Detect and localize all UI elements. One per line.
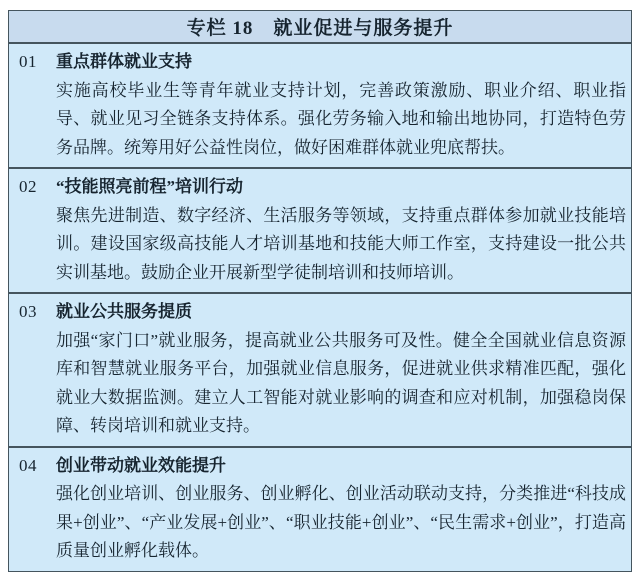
feature-box (8, 10, 632, 572)
section-heading: 重点群体就业支持 (56, 52, 192, 71)
section-paragraph: 加强“家门口”就业服务，提高就业公共服务可及性。健全全国就业信息资源库和智慧就业服务平台，加强就业信息服务，促进就业供求精准匹配，强化就业大数据监测。建立人工智能对就业影响的调查和应对机制，加强稳岗保障、转岗培训和就业支持。 (56, 330, 626, 435)
section-skills-training (9, 169, 631, 294)
section-paragraph: 强化创业培训、创业服务、创业孵化、创业活动联动支持，分类推进“科技成果+创业”、“产业发展+创业”、“职业技能+创业”、“民生需求+创业”，打造高质量创业孵化载体。 (56, 484, 626, 560)
section-heading: 就业公共服务提质 (56, 302, 192, 321)
section-content (56, 173, 626, 287)
section-content (56, 452, 626, 566)
section-key-groups (9, 44, 631, 169)
section-paragraph: 聚焦先进制造、数字经济、生活服务等领域，支持重点群体参加就业技能培训。建设国家级高技能人才培训基地和技能大师工作室，支持建设一批公共实训基地。鼓励企业开展新型学徒制培训和技师培训。 (56, 205, 626, 282)
section-entrepreneurship (9, 448, 631, 571)
section-paragraph: 实施高校毕业生等青年就业支持计划，完善政策激励、职业介绍、职业指导、就业见习全链条支持体系。强化劳务输入地和输出地协同，打造特色劳务品牌。统筹用好公益性岗位，做好困难群体就业兜底帮扶。 (56, 80, 626, 157)
feature-box-title: 专栏 18 就业促进与服务提升 (9, 11, 631, 44)
section-content (56, 48, 626, 162)
section-heading: 创业带动就业效能提升 (56, 455, 226, 475)
section-number: 04 (19, 455, 37, 475)
section-public-services (9, 294, 631, 448)
section-number: 01 (19, 52, 37, 71)
section-content (56, 298, 626, 441)
section-heading: “技能照亮前程”培训行动 (56, 177, 243, 196)
section-number: 02 (19, 177, 37, 196)
feature-box-body (9, 44, 631, 571)
section-number: 03 (19, 302, 37, 321)
